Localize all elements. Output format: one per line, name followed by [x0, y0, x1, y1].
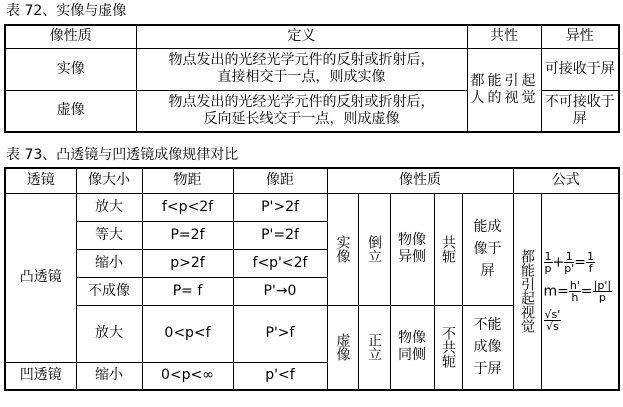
image-distance-cell: f<p'<2f	[233, 249, 327, 277]
m-label: m=	[543, 283, 569, 300]
frac-num: h'	[569, 278, 580, 292]
image-distance-cell: P'>f	[233, 305, 327, 362]
size-cell: 缩小	[76, 362, 142, 390]
size-cell: 等大	[76, 221, 142, 249]
real-virtual-image-table	[4, 24, 620, 133]
object-distance-cell: P=2f	[142, 221, 233, 249]
real-definition-line1: 物点发出的光经光学元件的反射或折射后，	[168, 52, 435, 68]
frac-num: √s'	[544, 307, 561, 321]
virtual-definition-line1: 物点发出的光经光学元件的反射或折射后，	[168, 93, 435, 110]
frac-den: p	[544, 261, 552, 275]
virtual-conj-cell: 不共轭	[434, 305, 462, 390]
real-side-cell: 物像异侧	[390, 193, 434, 305]
frac-den: f	[588, 261, 593, 275]
magnification-formula: m= $\frac{h'}{h}$ = $\frac{|p'|}{p}$	[543, 278, 612, 304]
virtual-definition-line2: 反向延长线交于一点，则成虚像	[203, 110, 400, 127]
header-definition: 定义	[136, 25, 467, 48]
object-distance-cell: 0<p<∞	[142, 362, 233, 390]
header-common: 共性	[467, 25, 541, 48]
virtual-image-diff: 不可接收于屏	[541, 90, 619, 132]
image-distance-cell: p'<f	[233, 362, 327, 390]
lens-eq-term-c	[586, 251, 595, 274]
real-orientation-cell: 倒立	[358, 193, 390, 305]
real-image-label: 实像	[5, 48, 136, 90]
object-distance-cell: p>2f	[142, 249, 233, 277]
formula-cell	[541, 193, 619, 390]
concave-lens-label: 凹透镜	[5, 362, 76, 390]
header-lens: 透镜	[5, 168, 76, 193]
image-distance-cell: P'>2f	[233, 193, 327, 221]
m-frac-p	[593, 280, 612, 303]
table72-caption: 表 72、实像与虚像	[6, 3, 127, 19]
size-cell: 放大	[76, 305, 142, 362]
lens-eq-term-a	[544, 251, 553, 274]
m-frac-h	[569, 280, 581, 303]
real-type-cell: 实像	[327, 193, 358, 305]
frac-num: 1	[565, 249, 573, 263]
real-image-definition	[136, 48, 467, 90]
image-distance-cell: P'→0	[233, 277, 327, 305]
frac-den: p'	[564, 261, 575, 275]
common-property: 都能引起人的视觉	[467, 48, 541, 132]
lens-eq-term-b	[564, 251, 574, 274]
frac-num: 1	[587, 249, 595, 263]
frac-den: p	[598, 290, 606, 304]
object-distance-cell: 0<p<f	[142, 305, 233, 362]
header-size: 像大小	[76, 168, 142, 193]
common-note-cell: 都能引起视觉	[513, 193, 541, 390]
convex-lens-label: 凸透镜	[5, 193, 76, 362]
lens-equation: $\frac{1}{p}$ + $\frac{1}{p'}$ = $\frac{1}{f}$	[544, 249, 595, 275]
header-image-distance: 像距	[233, 168, 327, 193]
size-cell: 不成像	[76, 277, 142, 305]
header-diff: 异性	[541, 25, 619, 48]
frac-den: h	[571, 290, 579, 304]
object-distance-cell: f<p<2f	[142, 193, 233, 221]
size-cell: 缩小	[76, 249, 142, 277]
image-distance-cell: P'=2f	[233, 221, 327, 249]
virtual-type-cell: 虚像	[327, 305, 358, 390]
frac-num: |p'|	[593, 278, 612, 292]
frac-den: √s	[546, 319, 559, 333]
virtual-side-cell: 物像同侧	[390, 305, 434, 390]
real-screen-cell: 能成像于屏	[462, 193, 513, 305]
table73-caption: 表 73、凸透镜与凹透镜成像规律对比	[6, 147, 239, 163]
root-formula	[544, 309, 619, 332]
frac-num: 1	[544, 249, 552, 263]
virtual-image-definition	[136, 90, 467, 132]
virtual-image-label: 虚像	[5, 90, 136, 132]
header-formula: 公式	[513, 168, 619, 193]
root-frac	[544, 309, 562, 332]
real-definition-line2: 直接相交于一点，则成实像	[217, 69, 386, 85]
virtual-orientation-cell: 正立	[358, 305, 390, 390]
real-conj-cell: 共轭	[434, 193, 462, 305]
virtual-screen-cell: 不能成像于屏	[462, 305, 513, 390]
header-object-distance: 物距	[142, 168, 233, 193]
header-nature: 像性质	[5, 25, 136, 48]
object-distance-cell: P= f	[142, 277, 233, 305]
header-image-nature: 像性质	[327, 168, 513, 193]
size-cell: 放大	[76, 193, 142, 221]
real-image-diff: 可接收于屏	[541, 48, 619, 90]
lens-imaging-table	[4, 167, 620, 391]
